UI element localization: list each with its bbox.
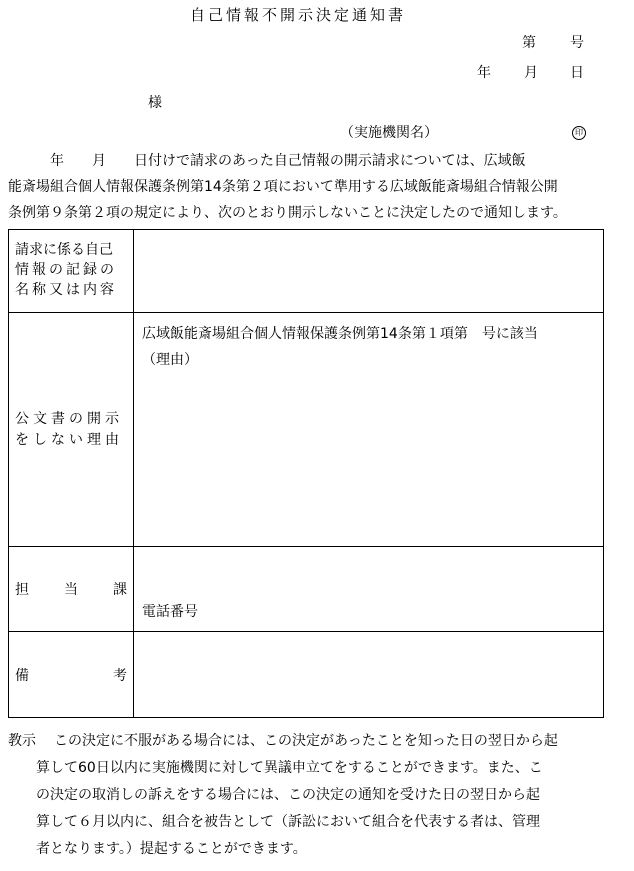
table-row-reason [9,313,604,547]
label-department [9,547,134,632]
seal-icon: 印 [572,126,586,140]
label-line: 情報の記録の [15,262,117,278]
label-line: 名称又は内容 [15,282,117,298]
document-title: 自己情報不開示決定通知書 [190,6,407,24]
instruction-line: この決定に不服がある場合には、この決定があったことを知った日の翌日から起 [54,733,558,749]
date-month-label: 月 [524,65,538,81]
label-char: 課 [113,582,127,598]
label-char: 担 [15,582,29,598]
seal-mark [572,123,586,140]
instruction-label: 教示 [8,733,36,749]
table-row-remarks [9,632,604,718]
label-reason [9,313,134,547]
instruction-first-line [8,728,558,755]
instruction-line: 者となります。）提起することができます。 [36,841,307,857]
label-line: 公文書の開示 [15,410,123,427]
body-line: 年 月 日付けで請求のあった自己情報の開示請求については、広域飯 [8,153,526,169]
instruction-block [8,728,558,863]
instruction-line: 算して６月以内に、組合を被告として（訴訟において組合を代表する者は、管理 [36,814,540,830]
label-line: をしない理由 [15,431,123,448]
label-char: 考 [113,667,127,684]
label-record-name [9,230,134,313]
body-line: 条例第９条第２項の規定により、次のとおり開示しないことに決定したので通知します。 [8,205,567,221]
instruction-line: の決定の取消しの訴えをする場合には、この決定の通知を受けた日の翌日から起 [36,787,540,803]
doc-number-prefix: 第 [522,35,536,51]
issuer-label: （実施機関名） [340,125,438,141]
instruction-line: 算して60日以内に実施機関に対して異議申立てをすることができます。また、こ [36,760,543,776]
doc-number-suffix: 号 [570,35,584,51]
reason-label: （理由） [142,352,198,368]
label-line: 請求に係る自己 [15,242,113,258]
date-day-label: 日 [570,65,584,81]
value-record-name[interactable] [134,230,604,313]
table-row-record [9,230,604,313]
label-remarks [9,632,134,718]
table-row-department [9,547,604,632]
body-line: 能斎場組合個人情報保護条例第14条第２項において準用する広域飯能斎場組合情報公開 [8,179,558,195]
body-paragraph [8,148,630,226]
addressee-suffix: 様 [148,95,162,111]
phone-number-label: 電話番号 [142,604,198,620]
value-remarks[interactable] [134,632,604,718]
value-department[interactable] [134,547,604,632]
label-char: 備 [15,667,29,684]
reason-article-text: 広域飯能斎場組合個人情報保護条例第14条第１項第 号に該当 [142,326,538,342]
label-char: 当 [64,582,78,598]
detail-table [8,229,604,718]
value-reason[interactable] [134,313,604,547]
date-year-label: 年 [477,65,491,81]
